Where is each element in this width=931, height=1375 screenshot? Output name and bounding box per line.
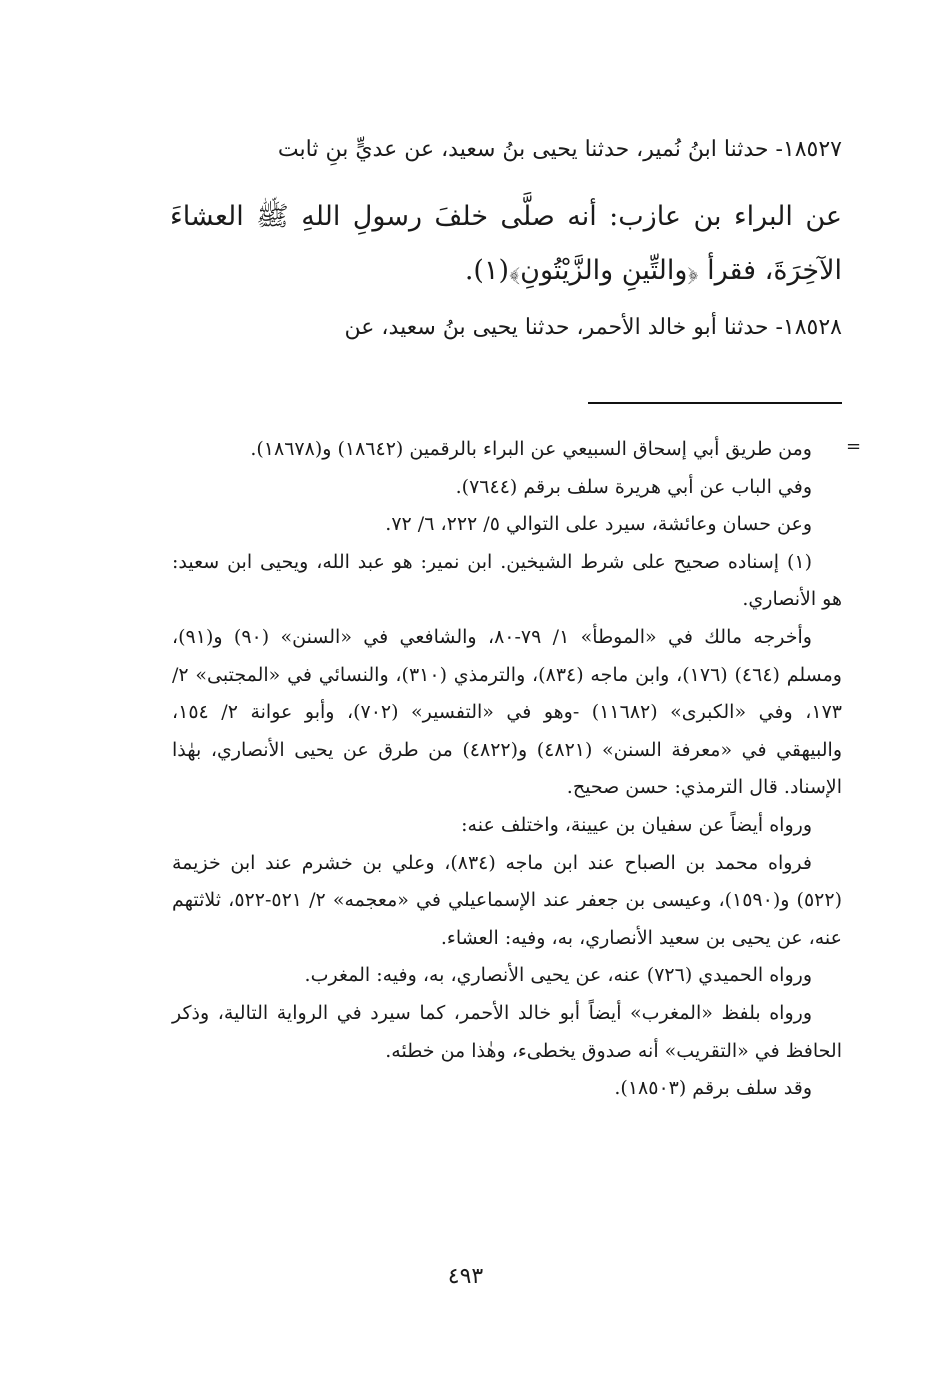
hadith-18528-heading: ١٨٥٢٨- حدثنا أبو خالد الأحمر، حدثنا يحيى بنُ سعيد، عن [344,315,842,340]
footnote-line: وقد سلف برقم (١٨٥٠٣). [614,1077,812,1100]
footnote-line: وأخرجه مالك في «الموطأ» ١/ ٧٩-٨٠، والشافعي في «السنن» (٩٠) و(٩١)، ومسلم (٤٦٤) (١٧٦)، وابن ماجه (٨٣٤)، والترمذي (٣١٠)، والنسائي في «المجتبى» ٢/ ١٧٣، وفي «الكبرى» (١١٦٨٢) -وهو في «التفسير» (٧٠٢)، وأبو عوانة ٢/ ١٥٤، والبيهقي في «معرفة السنن» (٤٨٢١) و(٤٨٢٢) من طرق عن يحيى الأنصاري، بهٰذا الإسناد. قال الترمذي: حسن صحيح. [172,625,843,799]
footnote-continuation-mark: = [846,436,862,457]
footnote-line: وفي الباب عن أبي هريرة سلف برقم (٧٦٤٤). [455,475,812,498]
footnote-line: وعن حسان وعائشة، سيرد على التوالي ٥/ ٢٢٢، ٦/ ٧٢. [385,513,812,536]
page-number: ٤٩٣ [447,1264,484,1289]
footnote-line: ورواه بلفظ «المغرب» أيضاً أبو خالد الأحمر، كما سيرد في الرواية التالية، وذكر الحافظ في «التقريب» أنه صدوق يخطىء، وهٰذا من خطئه. [172,1001,842,1062]
footnote-1: (١) إسناده صحيح على شرط الشيخين. ابن نمير: هو عبد الله، ويحيى ابن سعيد: هو الأنصاري. [172,550,842,611]
footnote-line: ورواه الحميدي (٧٢٦) عنه، عن يحيى الأنصاري، به، وفيه: المغرب. [304,964,812,987]
footnotes [172,431,842,1108]
footnote-line: فرواه محمد بن الصباح عند ابن ماجه (٨٣٤)، وعلي بن خشرم عند ابن خزيمة (٥٢٢) و(١٥٩٠)، وعيسى بن جعفر عند الإسماعيلي في «معجمه» ٢/ ٥٢١-٥٢٢، ثلاثتهم عنه، عن يحيى بن سعيد الأنصاري، به، وفيه: العشاء. [172,851,842,949]
hadith-18527-text: عن البراء بن عازب: أنه صلَّى خلفَ رسولِ اللهِ ﷺ العشاءَ الآخِرَةَ، فقرأ ﴿والتِّينِ والزَّيْتُونِ﴾(١). [170,201,842,286]
hadith-18527-heading: ١٨٥٢٧- حدثنا ابنُ نُمير، حدثنا يحيى بنُ سعيد، عن عديٍّ بنِ ثابت [277,137,842,162]
footnote-separator [588,402,842,404]
footnote-line: ومن طريق أبي إسحاق السبيعي عن البراء بالرقمين (١٨٦٤٢) و(١٨٦٧٨). [250,438,812,460]
footnote-line: ورواه أيضاً عن سفيان بن عيينة، واختلف عنه: [461,813,812,836]
